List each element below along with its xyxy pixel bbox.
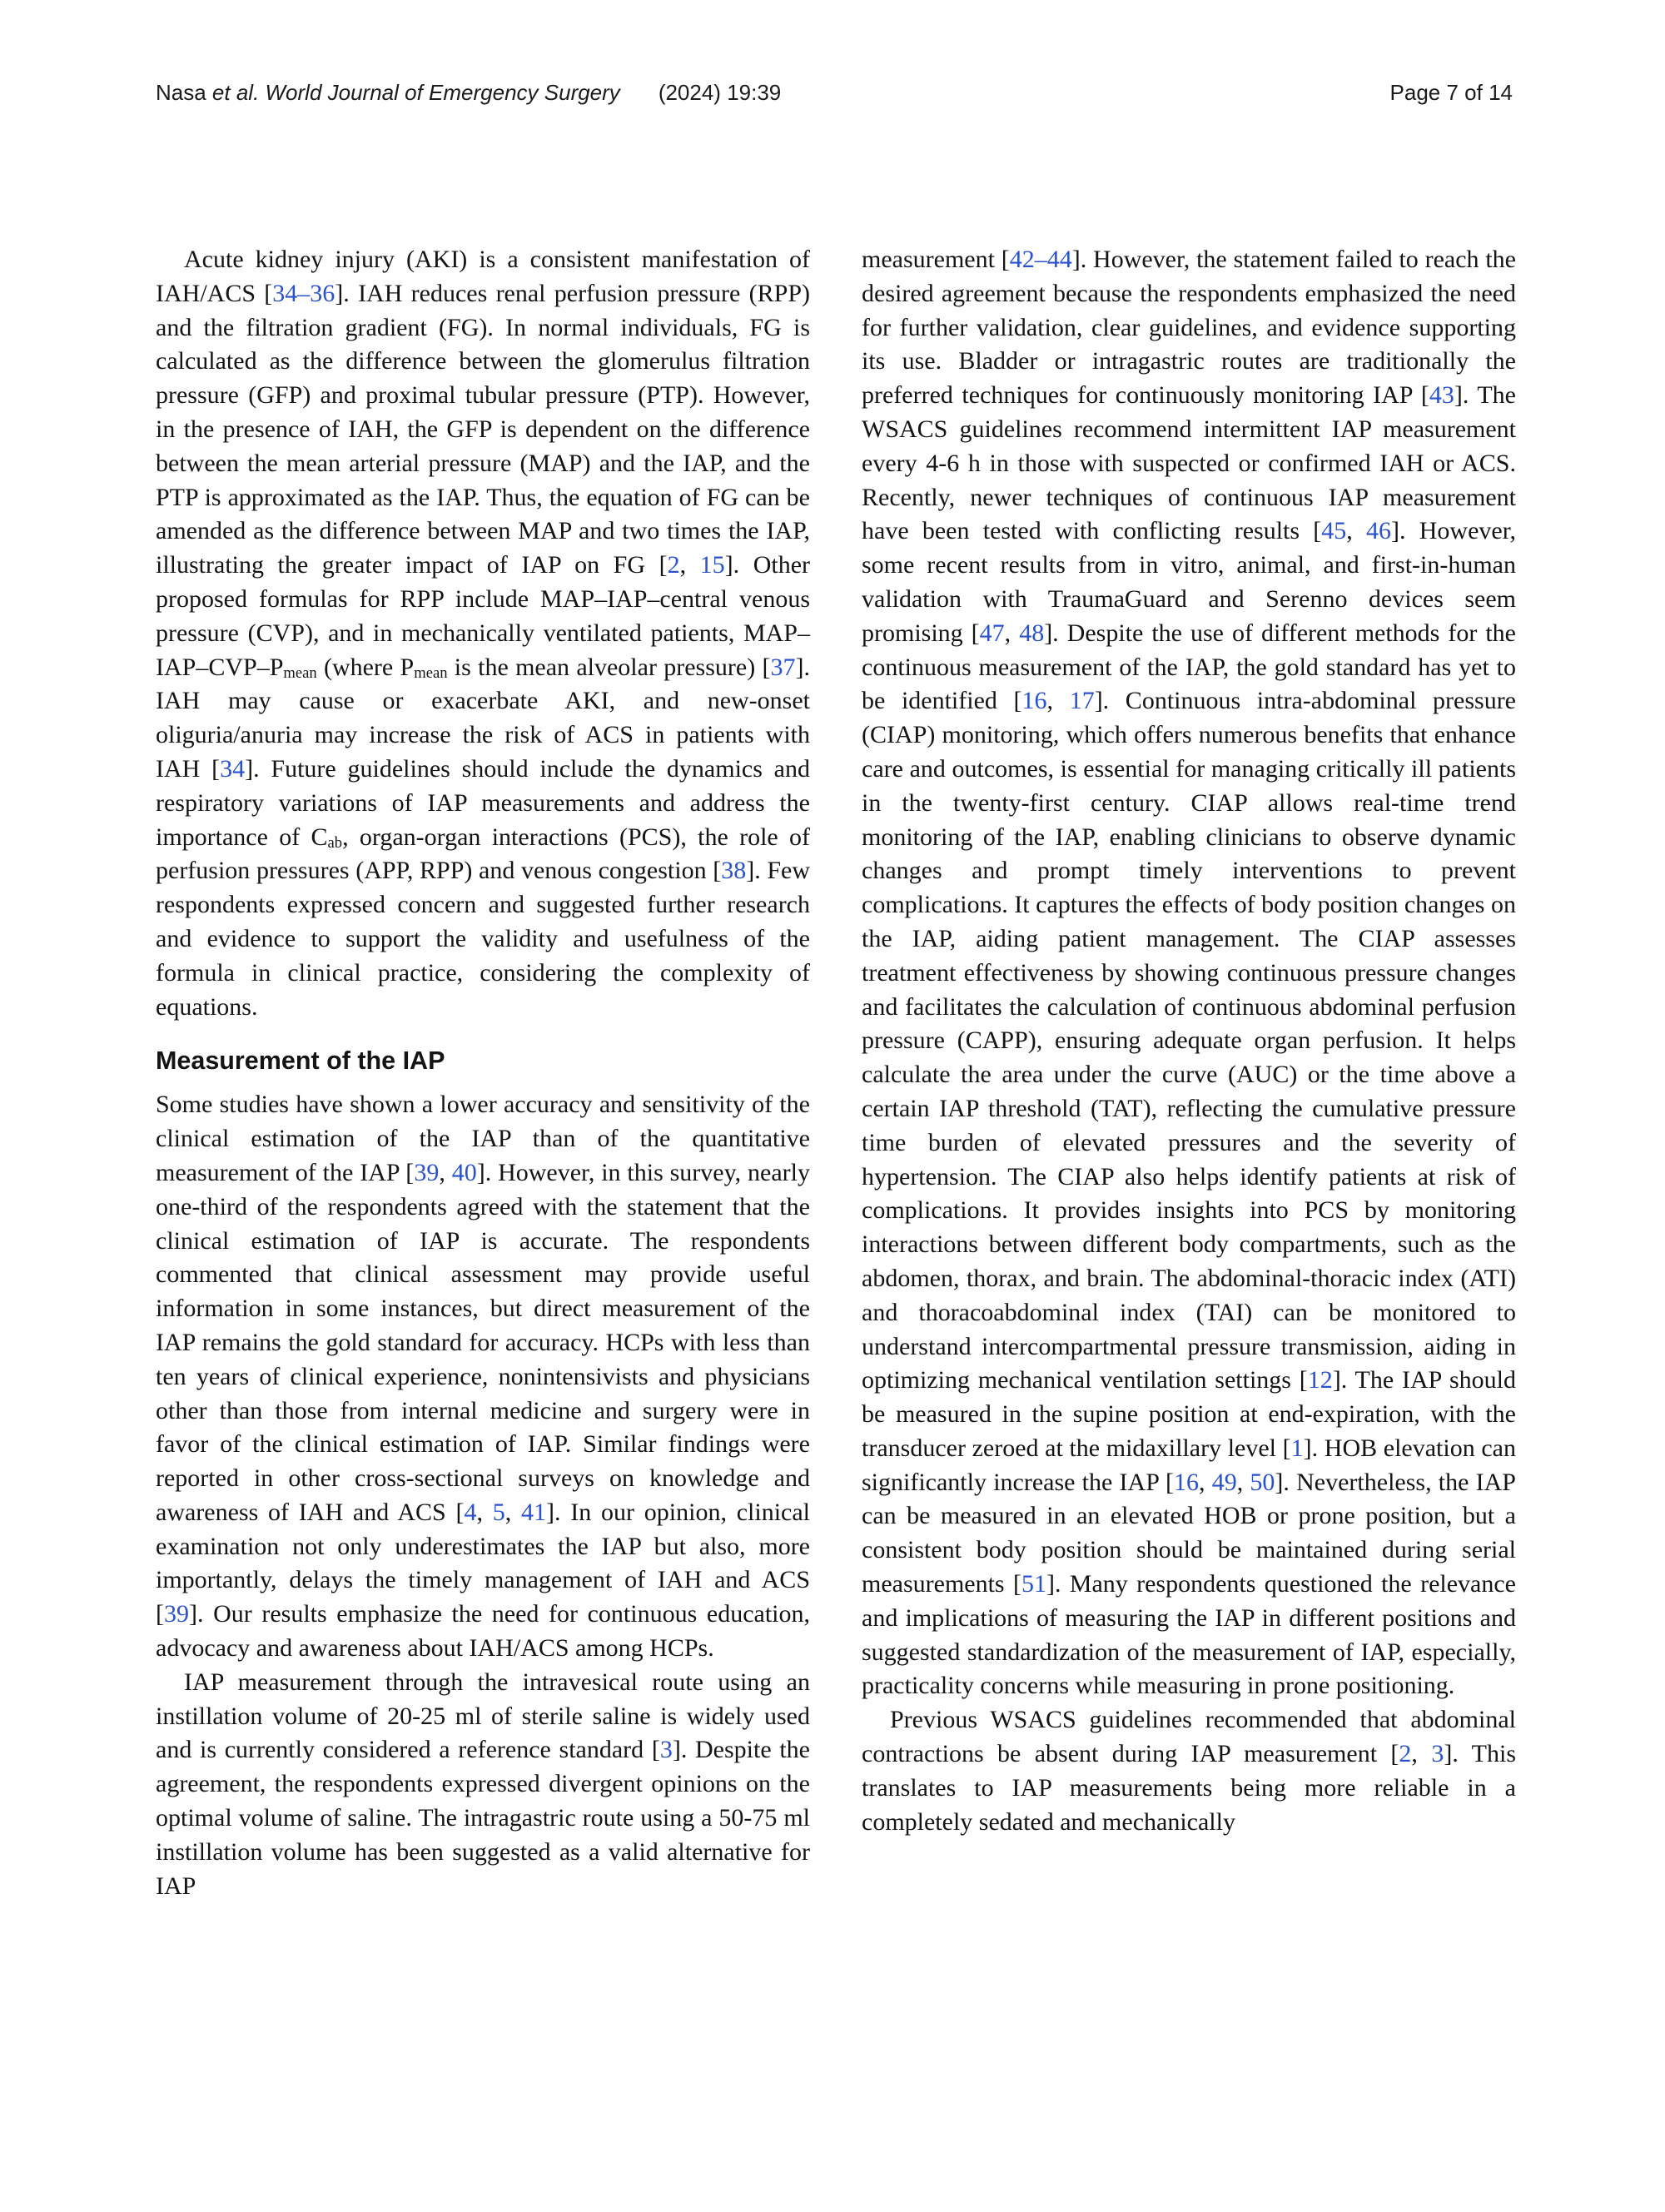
paragraph bbox=[862, 243, 1516, 1703]
citation-link[interactable]: 51 bbox=[1021, 1570, 1046, 1598]
text-run: ]. This translates to IAP measurements being more reliable in a completely sedated and mechanically bbox=[862, 1740, 1517, 1836]
citation-link[interactable]: 16 bbox=[1021, 687, 1047, 715]
subscript: mean bbox=[283, 664, 317, 682]
text-run: , bbox=[1198, 1468, 1212, 1496]
text-run: ]. Many respondents questioned the relevance and implications of measuring the IAP in different positions and suggested standardization of the measurement of IAP, especially, practicality concerns while measuring in prone positioning. bbox=[862, 1570, 1516, 1700]
citation-link[interactable]: 46 bbox=[1366, 517, 1392, 545]
text-run: ]. Despite the use of different methods for the continuous measurement of the IAP, the gold standard has yet to be identified [ bbox=[862, 619, 1516, 715]
citation-link[interactable]: 39 bbox=[164, 1600, 189, 1628]
text-run: , bbox=[679, 551, 700, 579]
text-run: ]. However, in this survey, nearly one-third of the respondents agreed with the statement that the clinical estimation of IAP is accurate. The respondents commented that clinical assessment may provide useful information in some instances, but direct measurement of the IAP remains the gold standard for accuracy. HCPs with less than ten years of clinical experience, nonintensivists and physicians other than those from internal medicine and surgery were in favor of the clinical estimation of IAP. Similar findings were reported in other cross-sectional surveys on knowledge and awareness of IAH and ACS [ bbox=[156, 1158, 811, 1526]
text-run: ]. However, some recent results from in vitro, animal, and first-in-human validation with TraumaGuard and Serenno devices seem promising [ bbox=[862, 517, 1517, 647]
text-run: ]. Few respondents expressed concern and suggested further research and evidence to support the validity and usefulness of the formula in clinical practice, considering the complexity of equations. bbox=[156, 857, 811, 1021]
citation-link[interactable]: 43 bbox=[1429, 381, 1454, 410]
text-run: ]. Future guidelines should include the dynamics and respiratory variations of IAP measurements and address the importance of C bbox=[156, 754, 810, 851]
citation-link[interactable]: 49 bbox=[1211, 1468, 1237, 1496]
text-run: ]. Other proposed formulas for RPP include MAP–IAP–central venous pressure (CVP), and in mechanically ventilated patients, MAP–IAP–CVP–P bbox=[156, 551, 810, 681]
citation-link[interactable]: 45 bbox=[1321, 517, 1347, 545]
citation-link[interactable]: 3 bbox=[1431, 1740, 1444, 1768]
citation-link[interactable]: 3 bbox=[659, 1736, 673, 1764]
citation-link[interactable]: 34–36 bbox=[272, 279, 335, 307]
text-run: , bbox=[1346, 517, 1367, 545]
text-run: ]. IAH reduces renal perfusion pressure (RPP) and the filtration gradient (FG). In normal individuals, FG is calculated as the difference between the glomerulus filtration pressure (GFP) and proximal tubular pressure (PTP). However, in the presence of IAH, the GFP is dependent on the difference between the mean arterial pressure (MAP) and the IAP, and the PTP is approximated as the IAP. Thus, the equation of FG can be amended as the difference between MAP and two times the IAP, illustrating the greater impact of IAP on FG [ bbox=[156, 279, 810, 579]
citation-link[interactable]: 12 bbox=[1307, 1366, 1333, 1394]
citation-link[interactable]: 1 bbox=[1290, 1434, 1304, 1462]
citation-link[interactable]: 47 bbox=[979, 619, 1005, 647]
text-run: measurement [ bbox=[862, 246, 1010, 273]
citation-link[interactable]: 2 bbox=[667, 551, 680, 579]
text-run: , organ-organ interactions (PCS), the role of perfusion pressures (APP, RPP) and venous congestion [ bbox=[156, 823, 810, 885]
citation-link[interactable]: 17 bbox=[1069, 687, 1095, 715]
body-columns bbox=[156, 243, 1516, 1903]
citation-link[interactable]: 2 bbox=[1399, 1740, 1412, 1768]
citation-link[interactable]: 50 bbox=[1250, 1468, 1275, 1496]
text-run: ]. Nevertheless, the IAP can be measured in an elevated HOB or prone position, but a consistent body position should be maintained during serial measurements [ bbox=[862, 1468, 1516, 1598]
text-run: ]. In our opinion, clinical examination not only underestimates the IAP but also, more importantly, delays the timely management of IAH and ACS [ bbox=[156, 1498, 811, 1628]
text-run: ]. Despite the agreement, the respondents expressed divergent opinions on the optimal volume of saline. The intragastric route using a 50-75 ml instillation volume has been suggested as a valid alternative for IAP bbox=[156, 1736, 810, 1900]
citation-link[interactable]: 40 bbox=[451, 1158, 477, 1186]
text-run: , bbox=[476, 1498, 493, 1526]
text-run: , bbox=[1004, 619, 1020, 647]
citation-link[interactable]: 5 bbox=[492, 1498, 505, 1526]
journal-title: et al. World Journal of Emergency Surgery bbox=[206, 80, 620, 105]
paragraph bbox=[156, 1088, 810, 1666]
citation-link[interactable]: 41 bbox=[521, 1498, 546, 1526]
text-run: , bbox=[1411, 1740, 1432, 1768]
left-column bbox=[156, 243, 810, 1903]
text-run: ]. However, the statement failed to reach the desired agreement because the respondents emphasized the need for further validation, clear guidelines, and evidence supporting its use. Bladder or intragastric routes are traditionally the preferred techniques for continuously monitoring IAP [ bbox=[862, 246, 1516, 410]
citation-link[interactable]: 39 bbox=[414, 1158, 440, 1186]
text-run: , bbox=[1046, 687, 1070, 715]
text-run: , bbox=[439, 1158, 452, 1186]
running-head bbox=[156, 80, 781, 106]
text-run: Previous WSACS guidelines recommended that abdominal contractions be absent during IAP measurement [ bbox=[862, 1706, 1516, 1768]
citation-link[interactable]: 15 bbox=[699, 551, 725, 579]
paragraph bbox=[862, 1703, 1516, 1839]
citation-link[interactable]: 42–44 bbox=[1009, 246, 1072, 273]
paragraph bbox=[156, 243, 810, 1024]
subscript: ab bbox=[327, 833, 343, 852]
citation-link[interactable]: 48 bbox=[1019, 619, 1045, 647]
page-header bbox=[156, 80, 1513, 106]
text-run: is the mean alveolar pressure) [ bbox=[447, 653, 771, 681]
section-heading: Measurement of the IAP bbox=[156, 1046, 445, 1076]
running-head-author: Nasa bbox=[156, 80, 206, 105]
issue-info: (2024) 19:39 bbox=[658, 80, 782, 105]
text-run: , bbox=[504, 1498, 521, 1526]
page-number: Page 7 of 14 bbox=[1389, 80, 1513, 105]
text-run: Some studies have shown a lower accuracy and sensitivity of the clinical estimation of the IAP than of the quantitative measurement of the IAP [ bbox=[156, 1091, 810, 1186]
text-run: ]. Our results emphasize the need for continuous education, advocacy and awareness about IAH/ACS among HCPs. bbox=[156, 1600, 810, 1663]
text-run: ]. The WSACS guidelines recommend intermittent IAP measurement every 4-6 h in those with suspected or confirmed IAH or ACS. Recently, newer techniques of continuous IAP measurement have been tested with conflicting results [ bbox=[862, 381, 1516, 545]
text-run: ]. IAH may cause or exacerbate AKI, and new-onset oliguria/anuria may increase the risk of ACS in patients with IAH [ bbox=[156, 653, 810, 783]
text-run: ]. The IAP should be measured in the supine position at end-expiration, with the transducer zeroed at the midaxillary level [ bbox=[862, 1366, 1517, 1462]
text-run: IAP measurement through the intravesical route using an instillation volume of 20-25 ml of sterile saline is widely used and is currently considered a reference standard [ bbox=[156, 1668, 810, 1764]
text-run: (where P bbox=[316, 653, 415, 681]
paragraph bbox=[156, 1666, 810, 1904]
text-run: Acute kidney injury (AKI) is a consistent manifestation of IAH/ACS [ bbox=[156, 246, 810, 307]
text-run: ]. Continuous intra-abdominal pressure (CIAP) monitoring, which offers numerous benefits that enhance care and outcomes, is essential for managing critically ill patients in the twenty-first century. CIAP allows real-time trend monitoring of the IAP, enabling clinicians to observe dynamic changes and prompt timely interventions to prevent complications. It captures the effects of body position changes on the IAP, aiding patient management. The CIAP assesses treatment effectiveness by showing continuous pressure changes and facilitates the calculation of continuous abdominal perfusion pressure (CAPP), ensuring adequate organ perfusion. It helps calculate the area under the curve (AUC) or the time above a certain IAP threshold (TAT), reflecting the cumulative pressure time burden of elevated pressures and the severity of hypertension. The CIAP also helps identify patients at risk of complications. It provides insights into PCS by monitoring interactions between different body compartments, such as the abdomen, thorax, and brain. The abdominal-thoracic index (ATI) and thoracoabdominal index (TAI) can be monitored to understand intercompartmental pressure transmission, aiding in optimizing mechanical ventilation settings [ bbox=[862, 687, 1516, 1394]
citation-link[interactable]: 38 bbox=[721, 857, 747, 885]
text-run: ]. HOB elevation can significantly increase the IAP [ bbox=[862, 1434, 1516, 1496]
citation-link[interactable]: 4 bbox=[464, 1498, 477, 1526]
citation-link[interactable]: 34 bbox=[220, 754, 246, 783]
subscript: mean bbox=[414, 664, 448, 682]
right-column bbox=[862, 243, 1516, 1903]
text-run: , bbox=[1236, 1468, 1250, 1496]
citation-link[interactable]: 16 bbox=[1173, 1468, 1199, 1496]
citation-link[interactable]: 37 bbox=[770, 653, 796, 681]
